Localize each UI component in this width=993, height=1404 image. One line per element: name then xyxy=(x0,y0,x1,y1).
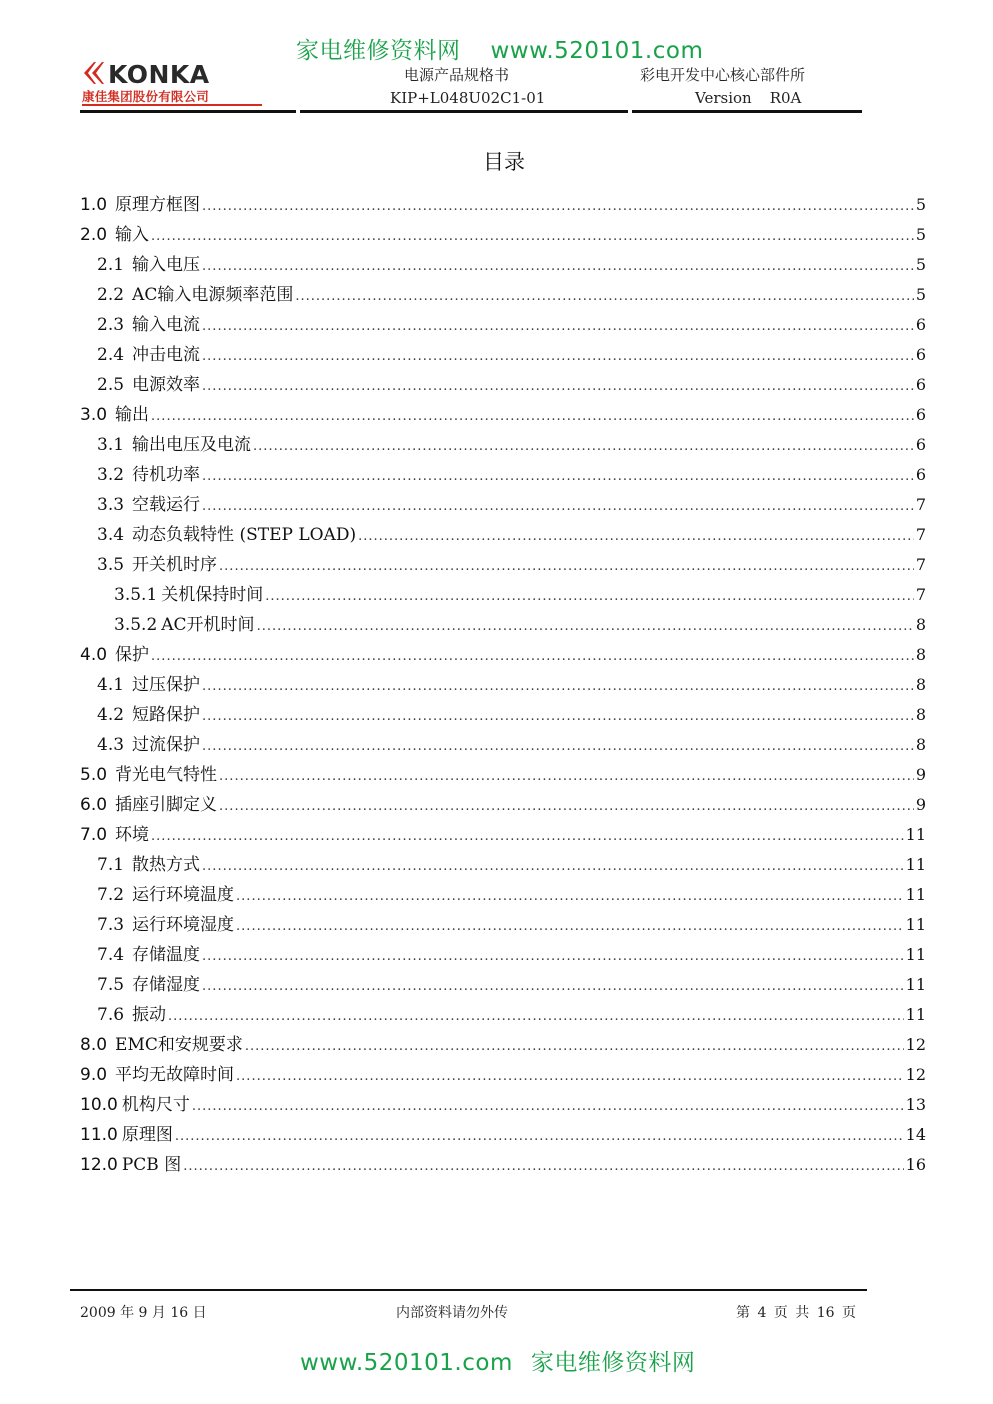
toc-entry-title: 待机功率 xyxy=(132,465,201,485)
toc-entry-page: 11 xyxy=(905,885,926,904)
toc-entry-page: 11 xyxy=(905,945,926,964)
version-value: R0A xyxy=(769,89,802,107)
toc-entry-number: 3.5.1 xyxy=(114,585,158,605)
footer-confidential-note: 内部资料请勿外传 xyxy=(396,1305,508,1321)
toc-entry[interactable] xyxy=(80,880,926,910)
toc-entry[interactable] xyxy=(80,670,926,700)
toc-entry-title: 过压保护 xyxy=(132,675,201,695)
toc-entry-page: 6 xyxy=(915,375,926,394)
toc-entry-number: 2.4 xyxy=(97,345,125,365)
toc-entry-page: 8 xyxy=(915,645,926,664)
toc-entry-label xyxy=(97,1000,166,1030)
toc-entry-label xyxy=(97,460,200,490)
toc-entry-page: 11 xyxy=(905,855,926,874)
top-watermark xyxy=(296,32,703,65)
toc-entry[interactable] xyxy=(80,460,926,490)
toc-entry-label xyxy=(97,340,200,370)
toc-entry-title: 运行环境湿度 xyxy=(132,915,235,935)
toc-entry-title: 振动 xyxy=(132,1005,167,1025)
toc-entry-page: 12 xyxy=(905,1065,926,1084)
toc-entry-number: 3.2 xyxy=(97,465,125,485)
toc-entry-number: 2.5 xyxy=(97,375,125,395)
toc-entry-title: 输入电流 xyxy=(132,315,201,335)
toc-entry[interactable] xyxy=(80,1150,926,1180)
toc-entry-number: 7.6 xyxy=(97,1005,125,1025)
toc-leader-dots xyxy=(151,222,914,252)
toc-entry-label xyxy=(80,1030,243,1060)
toc-entry[interactable] xyxy=(80,580,926,610)
toc-entry-label xyxy=(97,550,217,580)
header-department: 彩电开发中心核心部件所 xyxy=(640,66,806,84)
toc-entry-page: 8 xyxy=(915,675,926,694)
toc-entry-label xyxy=(97,970,200,1000)
toc-entry[interactable] xyxy=(80,550,926,580)
toc-entry-title: 电源效率 xyxy=(132,375,201,395)
toc-entry-page: 9 xyxy=(915,765,926,784)
toc-entry-number: 9.0 xyxy=(80,1065,108,1085)
toc-entry-label xyxy=(80,190,200,220)
toc-entry-title: AC开机时间 xyxy=(161,615,255,635)
toc-entry-title: 输入电压 xyxy=(132,255,201,275)
toc-leader-dots xyxy=(202,672,914,702)
toc-leader-dots xyxy=(175,1122,904,1152)
bottom-watermark xyxy=(300,1344,695,1377)
toc-entry-number: 4.2 xyxy=(97,705,125,725)
toc-entry-label xyxy=(97,370,200,400)
toc-entry-number: 7.2 xyxy=(97,885,125,905)
toc-entry-title: 短路保护 xyxy=(132,705,201,725)
header-doc-title: 电源产品规格书 xyxy=(404,66,510,84)
toc-entry[interactable] xyxy=(80,520,926,550)
toc-entry-page: 8 xyxy=(915,705,926,724)
toc-entry[interactable] xyxy=(80,1120,926,1150)
toc-entry[interactable] xyxy=(80,730,926,760)
toc-entry-title: 冲击电流 xyxy=(132,345,201,365)
toc-entry-title: 过流保护 xyxy=(132,735,201,755)
footer-rule xyxy=(70,1289,867,1291)
toc-entry[interactable] xyxy=(80,370,926,400)
toc-leader-dots xyxy=(219,762,914,792)
toc-entry-number: 7.3 xyxy=(97,915,125,935)
toc-leader-dots xyxy=(236,912,904,942)
toc-entry-page: 8 xyxy=(915,615,926,634)
toc-entry-title: 输出 xyxy=(115,405,150,425)
toc-entry-title: 空载运行 xyxy=(132,495,201,515)
toc-entry-label xyxy=(97,910,234,940)
toc-entry-label xyxy=(97,280,293,310)
header-version xyxy=(695,89,801,107)
toc-entry-title: 输出电压及电流 xyxy=(132,435,252,455)
toc-entry-number: 4.0 xyxy=(80,645,108,665)
toc-leader-dots xyxy=(202,462,914,492)
header-doc-code: KIP+L048U02C1-01 xyxy=(390,89,546,107)
watermark-url: www.520101.com xyxy=(490,38,704,64)
toc-entry-page: 6 xyxy=(915,315,926,334)
toc-entry[interactable] xyxy=(80,820,926,850)
toc-leader-dots xyxy=(202,942,904,972)
toc-leader-dots xyxy=(168,1002,904,1032)
toc-leader-dots xyxy=(202,732,914,762)
konka-logo xyxy=(82,60,262,105)
toc-entry-page: 5 xyxy=(915,285,926,304)
toc-entry-title: 开关机时序 xyxy=(132,555,218,575)
toc-entry-label xyxy=(97,430,251,460)
toc-leader-dots xyxy=(183,1152,903,1182)
watermark-url: www.520101.com xyxy=(300,1350,513,1376)
toc-leader-dots xyxy=(202,972,904,1002)
toc-entry[interactable] xyxy=(80,640,926,670)
toc-entry-title: 动态负载特性 (STEP LOAD) xyxy=(132,525,357,545)
toc-entry-page: 7 xyxy=(915,525,926,544)
toc-entry-label xyxy=(97,850,200,880)
toc-entry-number: 2.1 xyxy=(97,255,125,275)
toc-entry[interactable] xyxy=(80,1030,926,1060)
footer-date: 2009 年 9 月 16 日 xyxy=(80,1305,207,1321)
toc-entry-title: 原理方框图 xyxy=(115,195,201,215)
toc-entry[interactable] xyxy=(80,760,926,790)
toc-leader-dots xyxy=(202,312,914,342)
toc-entry[interactable] xyxy=(80,850,926,880)
toc-entry-number: 3.5.2 xyxy=(114,615,158,635)
toc-entry-number: 3.4 xyxy=(97,525,125,545)
toc-entry-label xyxy=(97,310,200,340)
toc-entry-label xyxy=(80,760,217,790)
toc-entry-number: 5.0 xyxy=(80,765,108,785)
toc-entry-label xyxy=(80,1120,173,1150)
toc-leader-dots xyxy=(202,252,914,282)
toc-entry-label xyxy=(97,730,200,760)
toc-entry-label xyxy=(114,610,255,640)
toc-entry-label xyxy=(114,580,263,610)
toc-entry-page: 11 xyxy=(905,975,926,994)
toc-title: 目录 xyxy=(483,150,525,174)
logo-underline xyxy=(82,104,262,106)
toc-entry-number: 3.1 xyxy=(97,435,125,455)
toc-entry-title: 存储温度 xyxy=(132,945,201,965)
toc-entry-title: 保护 xyxy=(115,645,150,665)
logo-brand: KONKA xyxy=(108,60,210,89)
table-of-contents xyxy=(80,190,926,1180)
toc-entry[interactable] xyxy=(80,940,926,970)
logo-company: 康佳集团股份有限公司 xyxy=(82,89,210,104)
toc-leader-dots xyxy=(245,1032,904,1062)
toc-entry-label xyxy=(80,790,217,820)
toc-leader-dots xyxy=(295,282,913,312)
toc-entry[interactable] xyxy=(80,700,926,730)
toc-entry-label xyxy=(97,940,200,970)
toc-entry-page: 12 xyxy=(905,1035,926,1054)
toc-entry-title: PCB 图 xyxy=(121,1155,182,1175)
toc-entry[interactable] xyxy=(80,280,926,310)
toc-entry-page: 11 xyxy=(905,915,926,934)
toc-entry-number: 8.0 xyxy=(80,1035,108,1055)
toc-entry-page: 6 xyxy=(915,435,926,454)
toc-entry-number: 3.0 xyxy=(80,405,108,425)
toc-entry-label xyxy=(97,880,234,910)
toc-entry-number: 4.1 xyxy=(97,675,125,695)
toc-leader-dots xyxy=(202,192,914,222)
toc-entry[interactable] xyxy=(80,400,926,430)
toc-entry-number: 2.2 xyxy=(97,285,125,305)
toc-entry-number: 12.0 xyxy=(80,1155,118,1175)
toc-entry-number: 11.0 xyxy=(80,1125,118,1145)
toc-entry-number: 4.3 xyxy=(97,735,125,755)
toc-entry[interactable] xyxy=(80,220,926,250)
toc-entry-number: 2.3 xyxy=(97,315,125,335)
toc-entry-label xyxy=(97,250,200,280)
toc-entry-label xyxy=(80,640,149,670)
toc-entry-number: 6.0 xyxy=(80,795,108,815)
toc-entry-page: 5 xyxy=(915,255,926,274)
toc-entry-title: 散热方式 xyxy=(132,855,201,875)
toc-entry-title: 机构尺寸 xyxy=(121,1095,190,1115)
toc-entry-label xyxy=(97,700,200,730)
toc-entry-label xyxy=(97,520,356,550)
toc-entry[interactable] xyxy=(80,310,926,340)
toc-entry-number: 3.5 xyxy=(97,555,125,575)
watermark-site-name: 家电维修资料网 xyxy=(296,38,461,64)
toc-entry-label xyxy=(80,400,149,430)
toc-entry-page: 9 xyxy=(915,795,926,814)
toc-entry-number: 10.0 xyxy=(80,1095,118,1115)
toc-entry-label xyxy=(97,490,200,520)
toc-entry-page: 14 xyxy=(905,1125,926,1144)
toc-entry-label xyxy=(80,1150,181,1180)
toc-entry-label xyxy=(80,820,149,850)
toc-leader-dots xyxy=(219,552,914,582)
toc-entry-page: 6 xyxy=(915,465,926,484)
toc-entry-title: 输入 xyxy=(115,225,150,245)
toc-entry-title: EMC和安规要求 xyxy=(115,1035,243,1055)
toc-leader-dots xyxy=(151,822,904,852)
toc-entry[interactable] xyxy=(80,1060,926,1090)
version-label: Version xyxy=(695,89,752,107)
toc-entry-title: 运行环境温度 xyxy=(132,885,235,905)
toc-entry-page: 7 xyxy=(915,585,926,604)
toc-leader-dots xyxy=(151,642,914,672)
toc-entry[interactable] xyxy=(80,190,926,220)
toc-entry-page: 11 xyxy=(905,825,926,844)
toc-entry-title: AC输入电源频率范围 xyxy=(132,285,294,305)
toc-entry-page: 6 xyxy=(915,345,926,364)
toc-entry[interactable] xyxy=(80,490,926,520)
toc-leader-dots xyxy=(253,432,914,462)
toc-entry-number: 1.0 xyxy=(80,195,108,215)
toc-entry[interactable] xyxy=(80,1090,926,1120)
toc-entry[interactable] xyxy=(80,970,926,1000)
toc-entry[interactable] xyxy=(80,910,926,940)
toc-entry-title: 插座引脚定义 xyxy=(115,795,218,815)
toc-leader-dots xyxy=(202,372,914,402)
toc-entry-page: 5 xyxy=(915,225,926,244)
toc-leader-dots xyxy=(151,402,914,432)
toc-entry-title: 存储湿度 xyxy=(132,975,201,995)
toc-entry-number: 2.0 xyxy=(80,225,108,245)
toc-entry[interactable] xyxy=(80,430,926,460)
toc-entry-number: 7.5 xyxy=(97,975,125,995)
toc-entry-number: 7.0 xyxy=(80,825,108,845)
toc-entry-label xyxy=(80,1090,190,1120)
toc-leader-dots xyxy=(202,852,904,882)
toc-entry-page: 5 xyxy=(915,195,926,214)
toc-entry-number: 7.1 xyxy=(97,855,125,875)
toc-leader-dots xyxy=(219,792,914,822)
toc-entry-page: 7 xyxy=(915,555,926,574)
toc-entry-page: 11 xyxy=(905,1005,926,1024)
toc-entry-title: 环境 xyxy=(115,825,150,845)
toc-leader-dots xyxy=(192,1092,904,1122)
toc-entry-title: 背光电气特性 xyxy=(115,765,218,785)
toc-entry-number: 3.3 xyxy=(97,495,125,515)
toc-leader-dots xyxy=(236,1062,904,1092)
toc-leader-dots xyxy=(202,492,914,522)
toc-entry-title: 原理图 xyxy=(121,1125,173,1145)
toc-entry-label xyxy=(80,220,149,250)
toc-entry[interactable] xyxy=(80,340,926,370)
toc-leader-dots xyxy=(202,342,914,372)
toc-entry-page: 7 xyxy=(915,495,926,514)
toc-entry-page: 8 xyxy=(915,735,926,754)
watermark-site-name: 家电维修资料网 xyxy=(530,1350,696,1376)
toc-leader-dots xyxy=(202,702,914,732)
toc-leader-dots xyxy=(358,522,914,552)
footer-page-info: 第 4 页 共 16 页 xyxy=(736,1305,856,1321)
header-rule xyxy=(632,110,862,113)
toc-entry-title: 关机保持时间 xyxy=(161,585,264,605)
toc-entry[interactable] xyxy=(80,790,926,820)
konka-k-logo-icon xyxy=(82,61,106,89)
header-rule xyxy=(300,110,628,113)
toc-leader-dots xyxy=(265,582,914,612)
toc-leader-dots xyxy=(236,882,904,912)
toc-entry-label xyxy=(80,1060,234,1090)
toc-entry-page: 16 xyxy=(905,1155,926,1174)
toc-leader-dots xyxy=(257,612,914,642)
toc-entry[interactable] xyxy=(80,1000,926,1030)
toc-entry-label xyxy=(97,670,200,700)
header-rule xyxy=(80,110,296,113)
toc-entry-title: 平均无故障时间 xyxy=(115,1065,235,1085)
toc-entry[interactable] xyxy=(80,610,926,640)
toc-entry-number: 7.4 xyxy=(97,945,125,965)
toc-entry-page: 6 xyxy=(915,405,926,424)
toc-entry[interactable] xyxy=(80,250,926,280)
toc-entry-page: 13 xyxy=(905,1095,926,1114)
